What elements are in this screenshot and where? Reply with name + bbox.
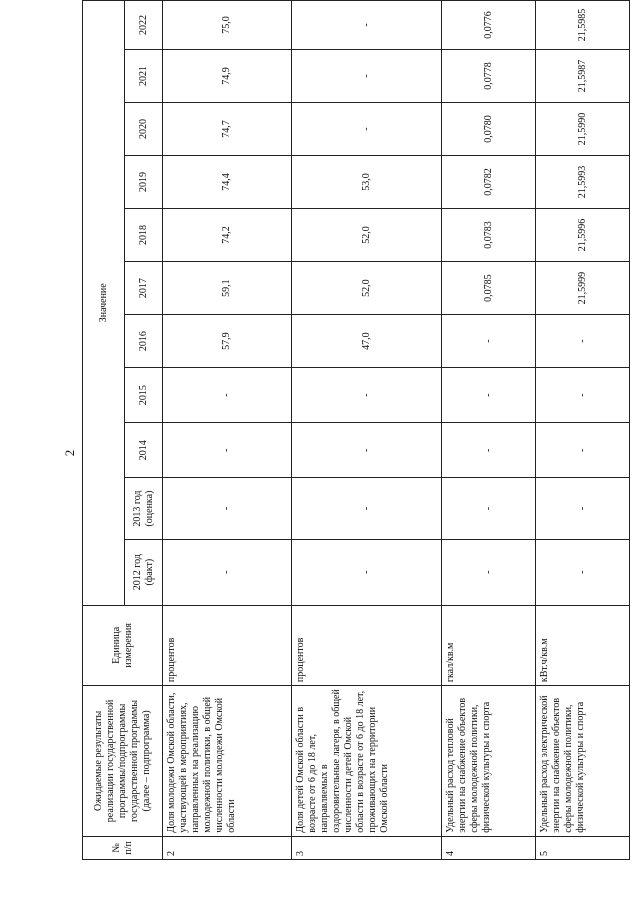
table-row xyxy=(536,1,630,860)
header-year: 2021 xyxy=(125,49,163,102)
row-value: - xyxy=(536,539,630,605)
row-num: 2 xyxy=(163,836,292,859)
row-value: - xyxy=(163,423,292,478)
row-num: 4 xyxy=(442,836,536,859)
row-value: - xyxy=(536,315,630,368)
row-value: - xyxy=(442,315,536,368)
row-value: 0,0785 xyxy=(442,262,536,315)
header-year: 2018 xyxy=(125,209,163,262)
row-value: - xyxy=(291,103,442,156)
row-num: 3 xyxy=(291,836,442,859)
header-year: 2019 xyxy=(125,156,163,209)
rotated-page xyxy=(82,0,630,860)
row-value: - xyxy=(291,539,442,605)
row-value: - xyxy=(536,478,630,539)
row-value: 53,0 xyxy=(291,156,442,209)
row-value: - xyxy=(442,368,536,423)
row-value: - xyxy=(163,539,292,605)
row-value: 74,7 xyxy=(163,103,292,156)
row-value: - xyxy=(536,368,630,423)
row-value: 0,0783 xyxy=(442,209,536,262)
row-unit: кВт.ч/кв.м xyxy=(536,605,630,686)
results-table xyxy=(82,0,630,860)
header-num: № п/п xyxy=(83,836,163,859)
row-unit: гкал/кв.м xyxy=(442,605,536,686)
row-value: - xyxy=(291,368,442,423)
row-value: - xyxy=(442,539,536,605)
row-unit: процентов xyxy=(163,605,292,686)
header-year: 2020 xyxy=(125,103,163,156)
row-value: 59,1 xyxy=(163,262,292,315)
row-desc: Доля детей Омской области в возрасте от 6 до 18 лет, направляемых в оздоровительные лагеря, в общей численности детей Омской области в возрасте от 6 до 18 лет, проживающих на территории Омской области xyxy=(291,686,442,837)
row-value: 52,0 xyxy=(291,209,442,262)
page-number: 2 xyxy=(62,449,77,457)
row-value: - xyxy=(291,478,442,539)
header-value-group: Значение xyxy=(83,1,125,606)
row-value: 74,4 xyxy=(163,156,292,209)
header-year: 2017 xyxy=(125,262,163,315)
row-desc: Доля молодежи Омской области, участвующей в мероприятиях, направленных на реализацию молодежной политики, в общей численности молодежи Омской области xyxy=(163,686,292,837)
header-year: 2014 xyxy=(125,423,163,478)
table-row xyxy=(291,1,442,860)
row-value: 21,5993 xyxy=(536,156,630,209)
row-value: - xyxy=(291,49,442,102)
row-value: - xyxy=(163,368,292,423)
row-value: 21,5990 xyxy=(536,103,630,156)
table-row xyxy=(163,1,292,860)
table-row xyxy=(442,1,536,860)
row-value: - xyxy=(163,478,292,539)
row-unit: процентов xyxy=(291,605,442,686)
row-value: 47,0 xyxy=(291,315,442,368)
row-value: 0,0782 xyxy=(442,156,536,209)
row-value: 74,2 xyxy=(163,209,292,262)
row-value: 21,5987 xyxy=(536,49,630,102)
row-num: 5 xyxy=(536,836,630,859)
row-value: - xyxy=(442,478,536,539)
header-year: 2022 xyxy=(125,1,163,50)
header-year: 2015 xyxy=(125,368,163,423)
row-value: 52,0 xyxy=(291,262,442,315)
row-value: 0,0780 xyxy=(442,103,536,156)
row-value: 74,9 xyxy=(163,49,292,102)
row-desc: Удельный расход электрической энергии на снабжение объектов сферы молодежной политики, физической культуры и спорта xyxy=(536,686,630,837)
header-year: 2016 xyxy=(125,315,163,368)
header-unit: Единица измерения xyxy=(83,605,163,686)
row-value: 21,5999 xyxy=(536,262,630,315)
row-value: - xyxy=(536,423,630,478)
row-value: 21,5996 xyxy=(536,209,630,262)
header-result: Ожидаемые результаты реализации государственной программы/подпрограммы государственной программы (далее – подпрограмма) xyxy=(83,686,163,837)
row-value: - xyxy=(291,423,442,478)
row-value: - xyxy=(442,423,536,478)
row-value: - xyxy=(291,1,442,50)
row-value: 0,0776 xyxy=(442,1,536,50)
row-value: 0,0778 xyxy=(442,49,536,102)
row-desc: Удельный расход тепловой энергии на снабжение объектов сферы молодежной политики, физической культуры и спорта xyxy=(442,686,536,837)
row-value: 21,5985 xyxy=(536,1,630,50)
row-value: 57,9 xyxy=(163,315,292,368)
row-value: 75,0 xyxy=(163,1,292,50)
header-year: 2013 год (оценка) xyxy=(125,478,163,539)
header-year: 2012 год (факт) xyxy=(125,539,163,605)
